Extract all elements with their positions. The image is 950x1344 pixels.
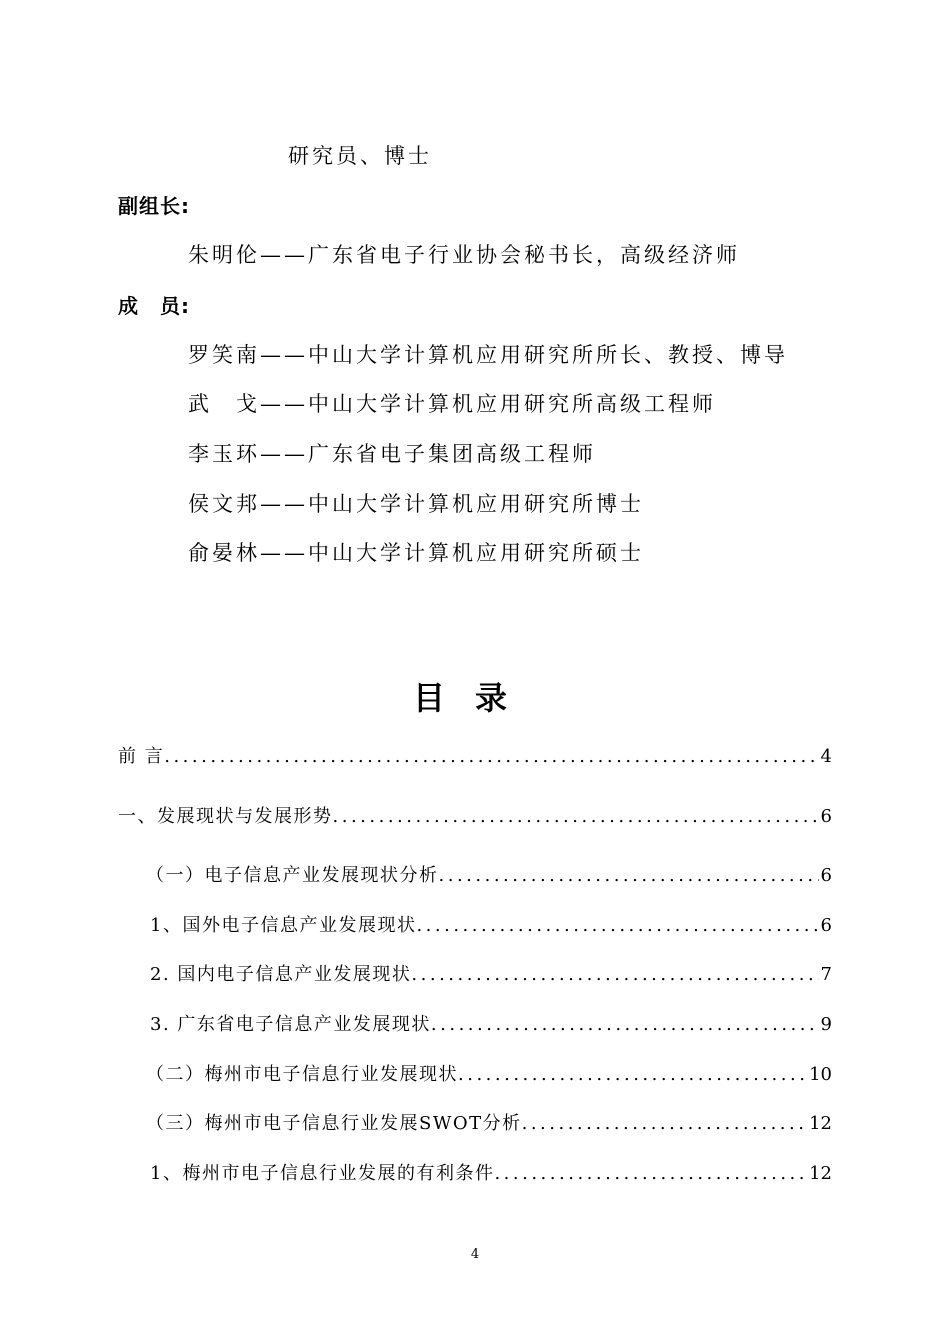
toc-entry-label: 前 言 bbox=[118, 746, 165, 767]
toc-entry-label: 3. 广东省电子信息产业发展现状 bbox=[150, 1014, 431, 1035]
toc-leader-dots bbox=[416, 912, 818, 940]
toc-entry-page: 12 bbox=[809, 1163, 832, 1184]
member-entry: 罗笑南——中山大学计算机应用研究所所长、教授、博导 bbox=[188, 343, 788, 367]
toc-title: 目录 bbox=[412, 679, 537, 717]
member-entry: 武 戈——中山大学计算机应用研究所高级工程师 bbox=[188, 392, 716, 416]
toc-entry-page: 7 bbox=[820, 964, 832, 985]
toc-entry[interactable] bbox=[118, 803, 832, 831]
toc-leader-dots bbox=[458, 1061, 807, 1089]
members-heading: 成 员: bbox=[118, 294, 190, 318]
toc-leader-dots bbox=[439, 862, 819, 890]
toc-entry[interactable] bbox=[150, 912, 832, 940]
toc-entry[interactable] bbox=[146, 1061, 832, 1089]
toc-leader-dots bbox=[333, 803, 819, 831]
toc-entry[interactable] bbox=[146, 1110, 832, 1138]
member-entry: 李玉环——广东省电子集团高级工程师 bbox=[188, 442, 596, 466]
toc-entry[interactable] bbox=[146, 862, 832, 890]
toc-entry[interactable] bbox=[150, 961, 832, 989]
toc-entry[interactable] bbox=[118, 743, 832, 771]
toc-entry-label: 一、发展现状与发展形势 bbox=[118, 806, 333, 827]
toc-entry-page: 6 bbox=[820, 865, 832, 886]
toc-entry-label: （一）电子信息产业发展现状分析 bbox=[146, 865, 439, 886]
toc-entry-label: 2. 国内电子信息产业发展现状 bbox=[150, 964, 412, 985]
toc-leader-dots bbox=[494, 1160, 807, 1188]
toc-entry-page: 4 bbox=[820, 746, 832, 767]
toc-entry-label: （三）梅州市电子信息行业发展SWOT分析 bbox=[146, 1113, 522, 1134]
toc-entry-page: 12 bbox=[809, 1113, 832, 1134]
deputy-heading: 副组长: bbox=[118, 194, 190, 218]
toc-leader-dots bbox=[164, 743, 818, 771]
deputy-entry: 朱明伦——广东省电子行业协会秘书长，高级经济师 bbox=[188, 243, 740, 267]
member-entry: 侯文邦——中山大学计算机应用研究所博士 bbox=[188, 492, 644, 516]
toc-entry-page: 6 bbox=[820, 806, 832, 827]
toc-entry-page: 9 bbox=[820, 1014, 832, 1035]
toc-entry[interactable] bbox=[150, 1160, 832, 1188]
toc-leader-dots bbox=[411, 961, 818, 989]
page-number: 4 bbox=[470, 1247, 480, 1262]
member-entry: 俞晏林——中山大学计算机应用研究所硕士 bbox=[188, 541, 644, 565]
toc-leader-dots bbox=[431, 1011, 819, 1039]
toc-entry[interactable] bbox=[150, 1011, 832, 1039]
leader-title-line: 研究员、博士 bbox=[288, 144, 432, 168]
toc-leader-dots bbox=[522, 1110, 808, 1138]
toc-entry-page: 10 bbox=[809, 1064, 832, 1085]
toc-entry-label: （二）梅州市电子信息行业发展现状 bbox=[146, 1064, 458, 1085]
toc-entry-label: 1、梅州市电子信息行业发展的有利条件 bbox=[150, 1163, 495, 1184]
toc-entry-label: 1、国外电子信息产业发展现状 bbox=[150, 915, 417, 936]
toc-entry-page: 6 bbox=[820, 915, 832, 936]
